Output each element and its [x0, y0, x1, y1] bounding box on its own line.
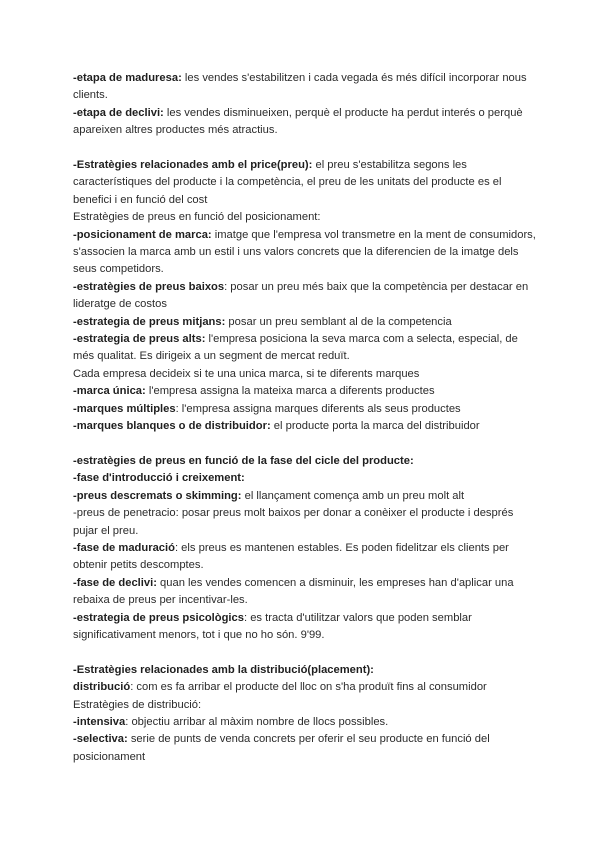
paragraph-fase-declivi — [73, 575, 538, 610]
description: serie de punts de venda concrets per oferir el seu producte en funció del posicionament — [73, 733, 490, 763]
paragraph-preus-psicologics — [73, 610, 538, 645]
description: el llançament comença amb un preu molt alt — [241, 489, 465, 502]
term: -selectiva: — [73, 733, 128, 746]
description: quan les vendes comencen a disminuir, les empreses han d'aplicar una rebaixa de preus per incentivar-les. — [73, 576, 514, 607]
term: -preus descremats o skimming: — [73, 489, 242, 502]
description: posar un preu semblant al de la competencia — [225, 315, 452, 328]
description: -preus de penetracio: posar preus molt baixos per donar a conèixer el producte i després pujar el preu. — [73, 507, 514, 537]
paragraph-distribucio-definicio — [73, 679, 538, 696]
term: -estrategia de preus psicològics — [73, 611, 244, 624]
term: -etapa de declivi: — [73, 106, 164, 119]
paragraph-marques-blanques — [73, 418, 538, 435]
description: Estratègies de preus en funció del posicionament: — [73, 211, 321, 224]
paragraph-selectiva — [73, 731, 538, 766]
term: -marca única: — [73, 385, 146, 398]
section-heading-cicle-producte — [73, 453, 538, 470]
description: les vendes s'estabilitzen i cada vegada és més difícil incorporar nous clients. — [73, 72, 527, 102]
paragraph-intro-posicionament — [73, 209, 538, 226]
term: -estrategia de preus alts: — [73, 333, 206, 346]
paragraph-estrategies-distribucio — [73, 697, 538, 714]
term: -estrategia de preus mitjans: — [73, 315, 226, 328]
term: -fase de declivi: — [73, 576, 157, 589]
description: l'empresa assigna la mateixa marca a diferents productes — [145, 385, 435, 398]
term: -estratègies de preus en funció de la fase del cicle del producte: — [73, 454, 414, 467]
description: imatge que l'empresa vol transmetre en la ment de consumidors, s'associen la marca amb un estil i uns valors concrets que la diferencien de la imatge dels seus competidors. — [73, 228, 536, 276]
description: el preu s'estabilitza segons les característiques del producte i la competència, el preu de les unitats del producte es el benefici i en funció del cost — [73, 159, 502, 206]
term: -intensiva — [73, 715, 126, 728]
term: -Estratègies relacionades amb el price(preu): — [73, 159, 313, 172]
paragraph-preus-penetracio — [73, 505, 538, 540]
paragraph-preus-mitjans — [73, 314, 538, 331]
section-heading-distribucio — [73, 662, 538, 679]
term: distribució — [73, 681, 131, 694]
description: : l'empresa assigna marques diferents als seus productes — [175, 402, 461, 415]
description: Estratègies de distribució: — [73, 698, 202, 711]
description: : es tracta d'utilitzar valors que poden semblar significativament menors, tot i que no ho són. 9'99. — [73, 611, 472, 641]
paragraph-etapa-maduresa — [73, 70, 538, 105]
document-body — [73, 70, 538, 766]
paragraph-preus-alts — [73, 331, 538, 366]
paragraph-spacer — [73, 644, 538, 661]
paragraph-fase-introduccio — [73, 470, 538, 487]
paragraph-fase-maduracio — [73, 540, 538, 575]
term: -marques blanques o de distribuidor: — [73, 420, 271, 433]
term: -etapa de maduresa: — [73, 72, 182, 84]
description: el producte porta la marca del distribuidor — [270, 420, 480, 433]
paragraph-marques-multiples — [73, 401, 538, 418]
description: : com es fa arribar el producte del lloc on s'ha produït fins al consumidor — [130, 681, 487, 694]
description: l'empresa posiciona la seva marca com a selecta, especial, de més qualitat. Es dirigeix a un segment de mercat reduït. — [73, 333, 518, 363]
paragraph-posicionament-marca — [73, 227, 538, 279]
section-heading-price — [73, 157, 538, 209]
paragraph-marques-intro — [73, 366, 538, 383]
description: : posar un preu més baix que la competència per destacar en lideratge de costos — [73, 280, 529, 311]
paragraph-intensiva — [73, 714, 538, 731]
term: -estratègies de preus baixos — [73, 280, 225, 293]
description: : objectiu arribar al màxim nombre de llocs possibles. — [125, 715, 389, 728]
term: -posicionament de marca: — [73, 228, 212, 241]
description: les vendes disminueixen, perquè el producte ha perdut interés o perquè apareixen altres productes més atractius. — [73, 106, 523, 137]
term: -Estratègies relacionades amb la distribució(placement): — [73, 663, 374, 676]
paragraph-preus-baixos — [73, 279, 538, 314]
paragraph-etapa-declivi — [73, 105, 538, 140]
term: -fase d'introducció i creixement: — [73, 472, 245, 485]
paragraph-spacer — [73, 140, 538, 157]
term: -fase de maduració — [73, 541, 175, 554]
term: -marques múltiples — [73, 402, 176, 415]
paragraph-preus-descremats — [73, 488, 538, 505]
description: : els preus es mantenen estables. Es poden fidelitzar els clients per obtenir petits descomptes. — [73, 541, 509, 572]
description: Cada empresa decideix si te una unica marca, si te diferents marques — [73, 367, 420, 380]
paragraph-marca-unica — [73, 383, 538, 400]
paragraph-spacer — [73, 436, 538, 453]
